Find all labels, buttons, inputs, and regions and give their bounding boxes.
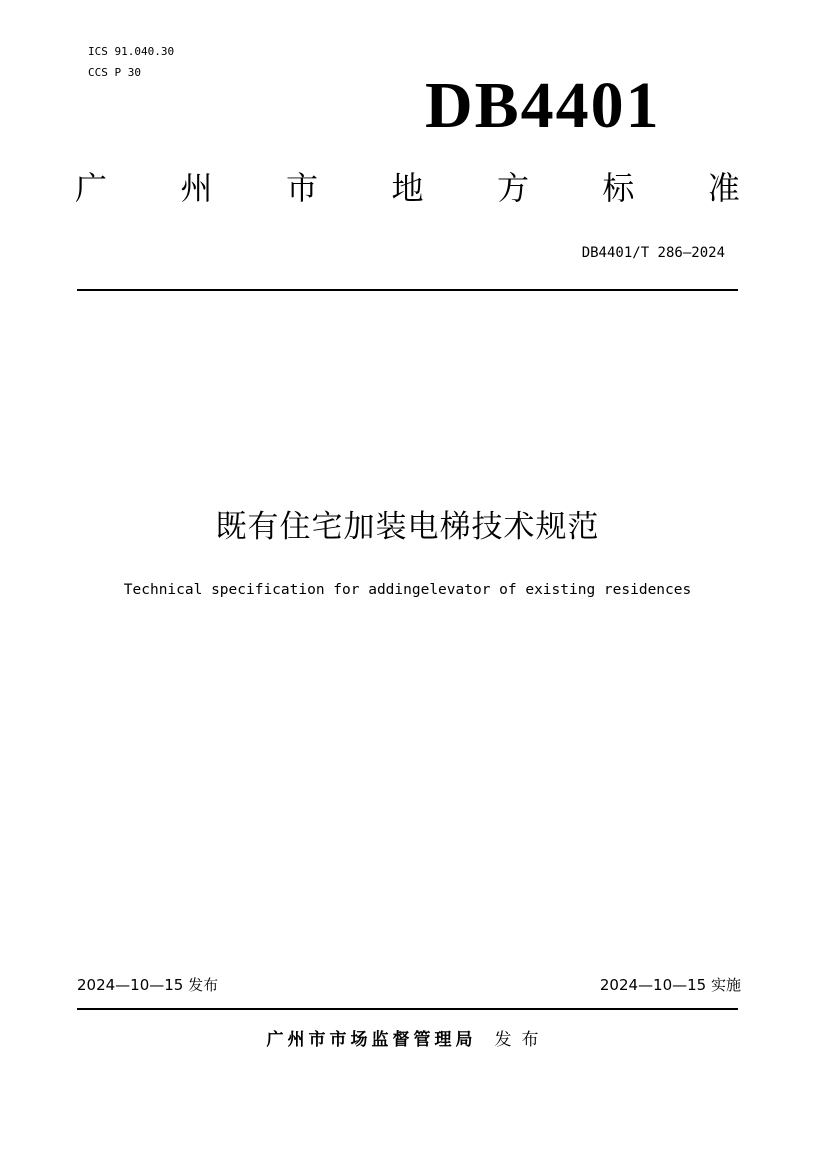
top-divider [77, 289, 738, 291]
ics-code: ICS 91.040.30 [88, 45, 175, 58]
bottom-divider [77, 1008, 738, 1010]
standard-type-char: 广 [75, 169, 108, 207]
ccs-code: CCS P 30 [88, 66, 141, 79]
publisher-action: 发布 [494, 1030, 549, 1050]
publisher-line [0, 1028, 815, 1052]
standard-type-char: 方 [496, 169, 529, 207]
implementation-date: 2024—10—15 实施 [599, 976, 741, 994]
standard-type-char: 市 [285, 169, 318, 207]
standard-number: DB4401/T 286—2024 [581, 245, 725, 261]
document-title: 既有住宅加装电梯技术规范 [215, 509, 600, 545]
standard-type-char: 州 [180, 169, 213, 207]
standard-type-char: 标 [602, 169, 635, 207]
publisher-organization: 广州市市场监督管理局 [266, 1030, 477, 1050]
issue-date: 2024—10—15 发布 [77, 976, 219, 994]
standard-type-char: 地 [391, 169, 424, 207]
standard-logo: DB4401 [425, 69, 661, 142]
standard-type-title [75, 168, 740, 208]
document-subtitle-english: Technical specification for addingelevator of existing residences [123, 582, 692, 598]
standard-type-char: 准 [707, 169, 740, 207]
